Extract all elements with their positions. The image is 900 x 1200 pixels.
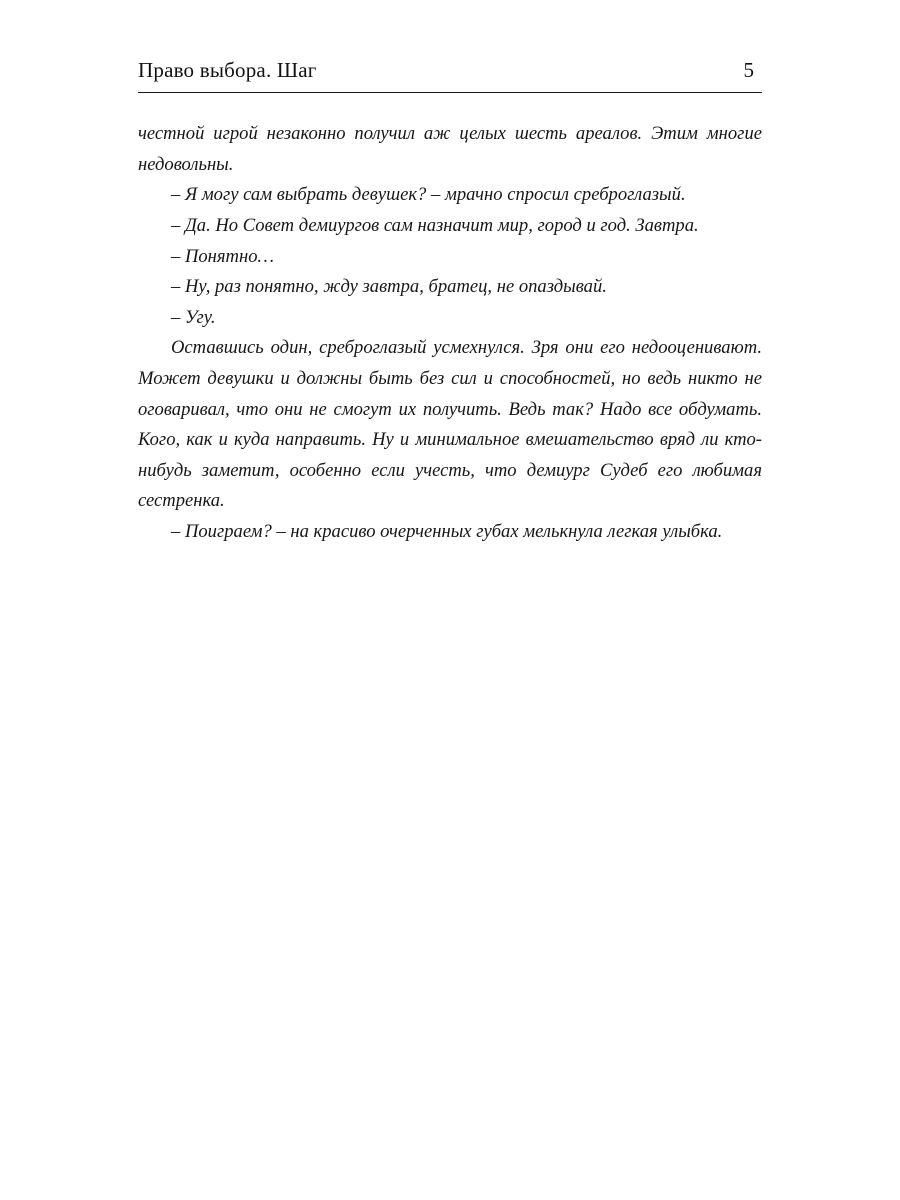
paragraph: – Ну, раз понятно, жду завтра, братец, не опаздывай. <box>171 276 607 298</box>
paragraph: Оставшись один, среброглазый усмехнулся. Зря они его недооценивают. Может девушки и должны быть без сил и способностей, но ведь никто не оговаривал, что они не смогут их получить. Ведь так? Надо все обдумать. Кого, как и куда направить. Ну и минимальное вмешательство вряд ли кто-нибудь заметит, особенно если учесть, что демиург Судеб его любимая сестренка. <box>138 337 762 512</box>
paragraph: – Угу. <box>171 306 216 328</box>
paragraph: – Да. Но Совет демиургов сам назначит мир, город и год. Завтра. <box>171 214 699 236</box>
page-content <box>138 58 762 548</box>
paragraph: – Я могу сам выбрать девушек? – мрачно спросил среброглазый. <box>171 184 686 206</box>
running-head <box>138 58 762 93</box>
paragraph: честной игрой незаконно получил аж целых шесть ареалов. Этим многие недовольны. <box>138 123 762 175</box>
body-text <box>138 119 762 547</box>
paragraph: – Понятно… <box>171 245 275 267</box>
page-number: 5 <box>743 58 754 82</box>
paragraph: – Поиграем? – на красиво очерченных губах мелькнула легкая улыбка. <box>171 520 723 542</box>
running-head-title: Право выбора. Шаг <box>138 58 317 82</box>
